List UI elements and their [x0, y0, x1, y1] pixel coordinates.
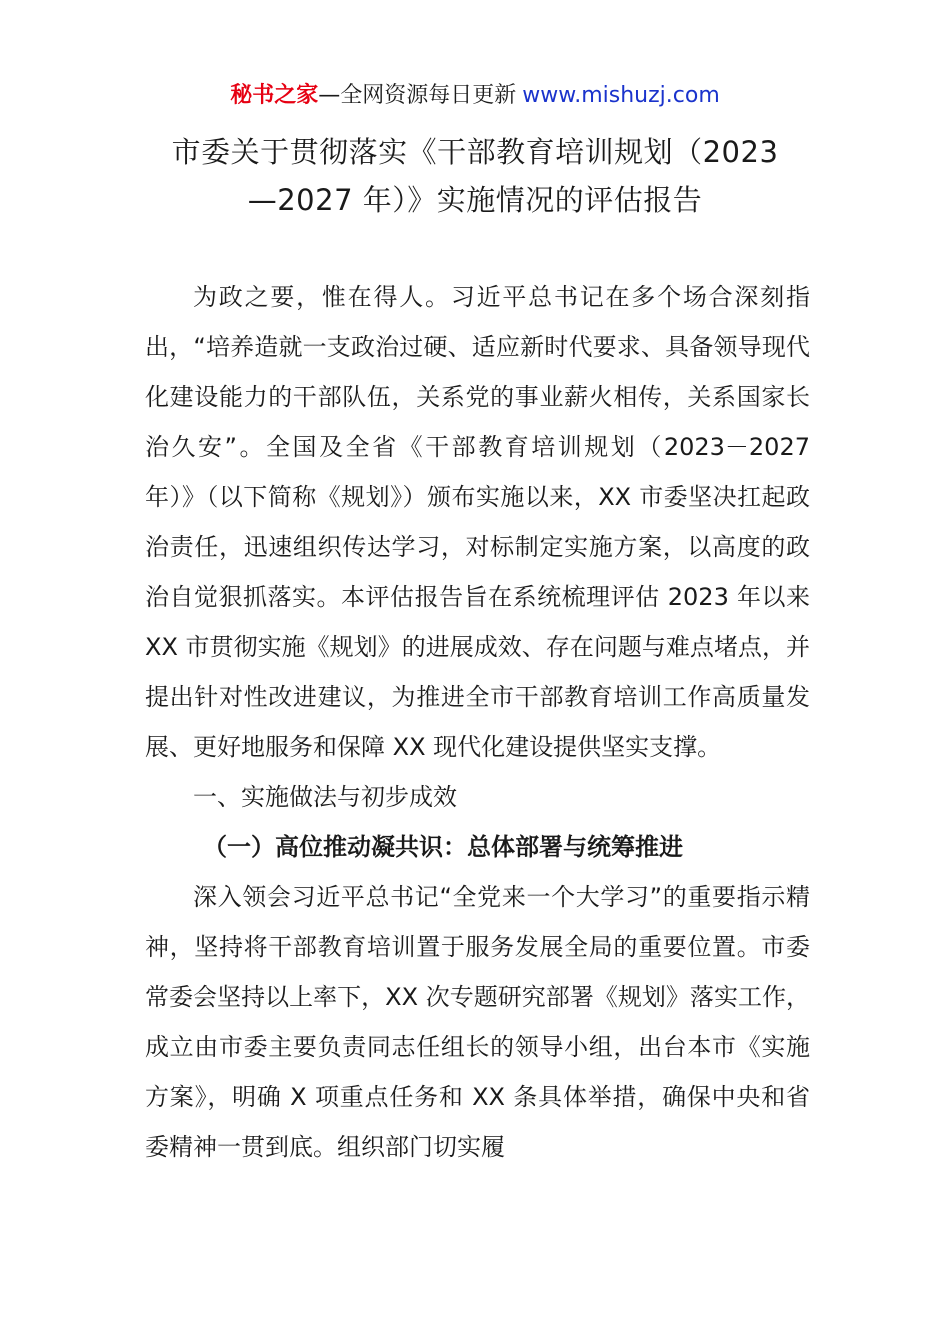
document-title: [0, 128, 950, 224]
body-paragraph: 深入领会习近平总书记“全党来一个大学习”的重要指示精神，坚持将干部教育培训置于服务发展全局的重要位置。市委常委会坚持以上率下，XX 次专题研究部署《规划》落实工作，成立由市委主要负责同志任组长的领导小组，出台本市《实施方案》，明确 X 项重点任务和 XX 条具体举措，确保中央和省委精神一贯到底。组织部门切实履: [145, 883, 810, 1161]
document-body: [145, 272, 810, 1172]
title-line-1: 市委关于贯彻落实《干部教育培训规划（2023: [171, 135, 779, 169]
subsection-heading: （一）高位推动凝共识：总体部署与统筹推进: [203, 833, 683, 861]
site-tagline: —全网资源每日更新: [318, 83, 517, 108]
brand-name: 秘书之家: [230, 83, 319, 108]
site-url-link[interactable]: www.mishuzj.com: [522, 83, 720, 108]
title-line-2: —2027 年）》实施情况的评估报告: [247, 183, 703, 217]
section-heading: 一、实施做法与初步成效: [193, 783, 457, 811]
site-header: [0, 80, 950, 112]
intro-paragraph: 为政之要，惟在得人。习近平总书记在多个场合深刻指出，“培养造就一支政治过硬、适应新时代要求、具备领导现代化建设能力的干部队伍，关系党的事业薪火相传，关系国家长治久安”。全国及全省《干部教育培训规划（2023－2027 年）》（以下简称《规划》）颁布实施以来，XX 市委坚决扛起政治责任，迅速组织传达学习，对标制定实施方案，以高度的政治自觉狠抓落实。本评估报告旨在系统梳理评估 2023 年以来 XX 市贯彻实施《规划》的进展成效、存在问题与难点堵点，并提出针对性改进建议，为推进全市干部教育培训工作高质量发展、更好地服务和保障 XX 现代化建设提供坚实支撑。: [145, 283, 810, 761]
